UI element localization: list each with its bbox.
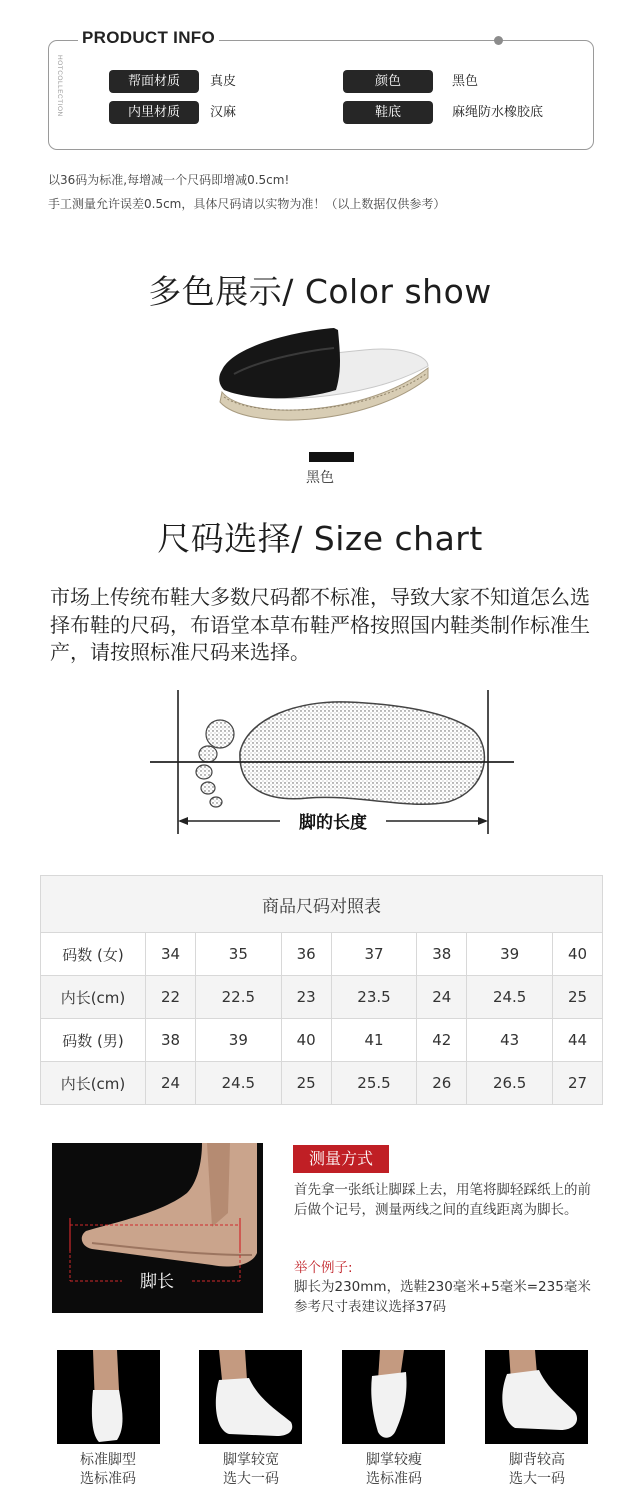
example-title: 举个例子:	[294, 1260, 353, 1276]
product-info-title: PRODUCT INFO	[78, 28, 219, 48]
table-cell: 40	[552, 933, 602, 976]
table-cell: 24.5	[196, 1062, 282, 1105]
foot-type-name: 脚掌较瘦	[366, 1452, 422, 1468]
foot-type-advice: 选大一码	[223, 1471, 279, 1487]
size-comparison-table	[40, 875, 603, 1105]
size-note-2: 手工测量允许误差0.5cm，具体尺码请以实物为准！（以上数据仅供参考）	[48, 197, 446, 211]
table-cell: 24	[146, 1062, 196, 1105]
table-cell: 44	[552, 1019, 602, 1062]
table-cell: 26.5	[467, 1062, 553, 1105]
table-cell: 35	[196, 933, 282, 976]
color-swatch-black	[309, 452, 354, 462]
table-row	[41, 933, 603, 976]
table-cell: 22	[146, 976, 196, 1019]
table-row	[41, 1062, 603, 1105]
size-chart-heading: 尺码选择/ Size chart	[157, 519, 483, 558]
table-cell: 40	[281, 1019, 331, 1062]
foot-type-caption-3	[329, 1451, 459, 1489]
foot-type-photo-wide	[199, 1350, 302, 1444]
color-swatch-label: 黑色	[306, 470, 334, 486]
table-title: 商品尺码对照表	[41, 876, 603, 933]
table-cell: 26	[417, 1062, 467, 1105]
foot-type-photo-high-instep	[485, 1350, 588, 1444]
foot-type-name: 标准脚型	[80, 1452, 136, 1468]
table-cell: 23	[281, 976, 331, 1019]
product-info-box	[48, 40, 594, 150]
row-label: 内长(cm)	[41, 976, 146, 1019]
slipper-image	[214, 322, 434, 432]
table-cell: 22.5	[196, 976, 282, 1019]
measure-method-text: 首先拿一张纸让脚踩上去，用笔将脚轻踩纸上的前后做个记号，测量两线之间的直线距离为脚长。	[294, 1182, 591, 1218]
table-cell: 25	[281, 1062, 331, 1105]
example-text: 脚长为230mm，选鞋230毫米+5毫米=235毫米参考尺寸表建议选择37码	[294, 1279, 591, 1315]
upper-material-value: 真皮	[210, 74, 237, 89]
foot-measure-photo	[52, 1143, 263, 1313]
size-note-1: 以36码为标准,每增减一个尺码即增减0.5cm!	[48, 173, 290, 187]
decorative-dot	[494, 36, 503, 45]
table-cell: 25.5	[331, 1062, 417, 1105]
row-label: 内长(cm)	[41, 1062, 146, 1105]
foot-type-caption-1	[43, 1451, 173, 1489]
foot-type-name: 脚背较高	[509, 1452, 565, 1468]
table-cell: 38	[417, 933, 467, 976]
foot-type-photo-slim	[342, 1350, 445, 1444]
foot-length-photo-label: 脚长	[140, 1272, 174, 1292]
table-cell: 39	[196, 1019, 282, 1062]
row-label: 码数 (男)	[41, 1019, 146, 1062]
table-cell: 37	[331, 933, 417, 976]
table-cell: 39	[467, 933, 553, 976]
foot-length-label: 脚的长度	[299, 813, 367, 833]
sole-value: 麻绳防水橡胶底	[452, 105, 544, 120]
foot-type-advice: 选大一码	[509, 1471, 565, 1487]
foot-length-diagram	[148, 690, 518, 840]
color-show-heading: 多色展示/ Color show	[148, 272, 492, 311]
table-row	[41, 976, 603, 1019]
foot-type-photo-standard	[57, 1350, 160, 1444]
table-cell: 25	[552, 976, 602, 1019]
color-value: 黑色	[452, 74, 479, 89]
table-cell: 27	[552, 1062, 602, 1105]
color-label: 颜色	[343, 70, 433, 93]
table-cell: 24.5	[467, 976, 553, 1019]
table-cell: 43	[467, 1019, 553, 1062]
table-cell: 41	[331, 1019, 417, 1062]
foot-type-advice: 选标准码	[366, 1471, 422, 1487]
sole-label: 鞋底	[343, 101, 433, 124]
table-cell: 24	[417, 976, 467, 1019]
table-cell: 42	[417, 1019, 467, 1062]
upper-material-label: 帮面材质	[109, 70, 199, 93]
foot-type-caption-2	[186, 1451, 316, 1489]
measure-method-badge: 测量方式	[293, 1145, 389, 1173]
side-collection-label: HOTCOLLECTION	[56, 55, 63, 117]
table-cell: 38	[146, 1019, 196, 1062]
table-cell: 23.5	[331, 976, 417, 1019]
foot-type-caption-4	[472, 1451, 602, 1489]
foot-type-advice: 选标准码	[80, 1471, 136, 1487]
row-label: 码数 (女)	[41, 933, 146, 976]
foot-type-name: 脚掌较宽	[223, 1452, 279, 1468]
lining-material-label: 内里材质	[109, 101, 199, 124]
table-cell: 36	[281, 933, 331, 976]
table-cell: 34	[146, 933, 196, 976]
lining-material-value: 汉麻	[210, 105, 237, 120]
table-row	[41, 1019, 603, 1062]
size-description: 市场上传统布鞋大多数尺码都不标准，导致大家不知道怎么选择布鞋的尺码，布语堂本草布鞋严格按照国内鞋类制作标准生产，请按照标准尺码来选择。	[50, 585, 590, 664]
